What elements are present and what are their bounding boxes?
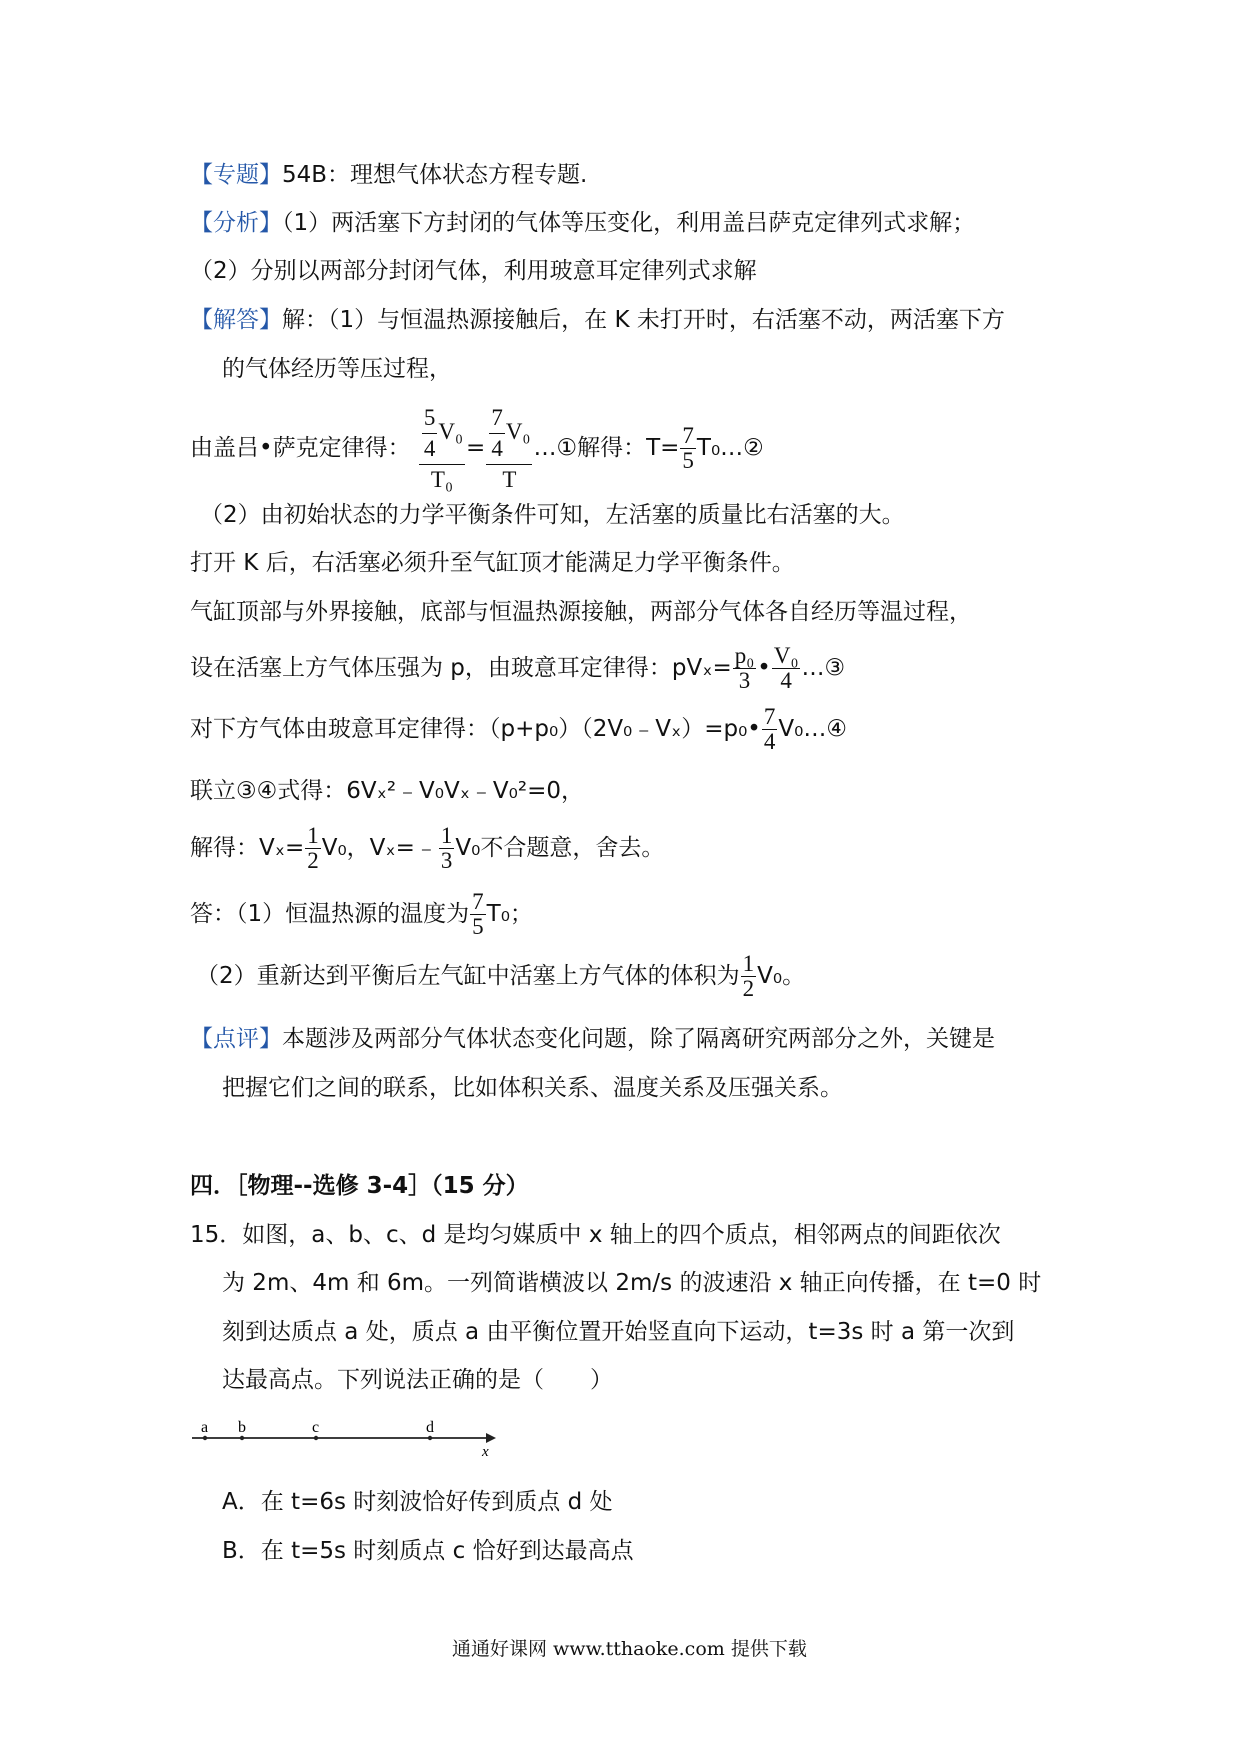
part2-line-3: 气缸顶部与外界接触，底部与恒温热源接触，两部分气体各自经历等温过程， (190, 599, 972, 625)
label-a: a (201, 1419, 209, 1436)
question-15-line-1: 15．如图，a、b、c、d 是均匀媒质中 x 轴上的四个质点，相邻两点的间距依次 (190, 1222, 1001, 1248)
point-a (203, 1436, 207, 1440)
analysis-line-2: （2）分别以两部分封闭气体，利用玻意耳定律列式求解 (190, 258, 757, 284)
eq1-end: T₀…② (696, 435, 764, 461)
label-x: x (482, 1444, 489, 1458)
conclusion-2-prefix: （2）重新达到平衡后左气缸中活塞上方气体的体积为 (196, 963, 740, 989)
topic-line (190, 160, 587, 190)
v0-label-2: V₀ (505, 418, 531, 444)
section-title: 四．［物理--选修 3-4］（15 分） (190, 1173, 529, 1199)
boyle-eq4-suffix: V₀…④ (778, 716, 847, 742)
label-b: b (238, 1419, 246, 1436)
question-15-line-4: 达最高点。下列说法正确的是（ ） (222, 1367, 613, 1393)
analysis-line (190, 208, 975, 238)
law-prefix: 由盖吕•萨克定律得： (190, 435, 411, 461)
fraction-5-4: $\frac{5}{4}$ (423, 404, 436, 461)
part2-line-4 (190, 636, 845, 700)
topic-tag: 【专题】 (190, 162, 282, 188)
part2-line-5 (190, 697, 847, 761)
t0-label: T₀ (430, 466, 453, 492)
conclusion-2-suffix: V₀。 (757, 963, 806, 989)
x-axis-figure (190, 1408, 510, 1458)
answer-line-1 (190, 305, 1005, 335)
fraction-p0-3: $\frac{\text{p₀}}{3}$ (734, 643, 755, 693)
part2-line-1: （2）由初始状态的力学平衡条件可知，左活塞的质量比右活塞的大。 (200, 502, 905, 528)
label-c: c (312, 1419, 320, 1436)
conclusion-1-suffix: T₀； (486, 901, 533, 927)
option-a: A．在 t=6s 时刻波恰好传到质点 d 处 (222, 1489, 613, 1515)
fraction-7-4-b: $\frac{7}{4}$ (763, 704, 776, 754)
answer-tag: 【解答】 (190, 307, 282, 333)
comment-tag: 【点评】 (190, 1026, 282, 1052)
boyle-eq4-prefix: 对下方气体由玻意耳定律得：（p+p₀）（2V₀﹣Vₓ）=p₀• (190, 716, 761, 742)
solution-b: V₀，Vₓ=﹣ (321, 835, 438, 861)
label-d: d (426, 1419, 434, 1436)
analysis-text: （1）两活塞下方封闭的气体等压变化，利用盖吕萨克定律列式求解； (282, 210, 976, 236)
equals-sign: = (466, 435, 486, 461)
footer-text: 通通好课网 www.tthaoke.com 提供下载 (452, 1638, 807, 1660)
fraction-left (419, 403, 465, 495)
fraction-right (486, 403, 532, 495)
boyle-eq3-prefix: 设在活塞上方气体压强为 p，由玻意耳定律得：pVₓ= (190, 655, 732, 681)
question-15-line-2: 为 2m、4m 和 6m。一列简谐横波以 2m/s 的波速沿 x 轴正向传播，在 t=0 时 (222, 1270, 1042, 1296)
answer-text-1: 解：（1）与恒温热源接触后，在 K 未打开时，右活塞不动，两活塞下方 (282, 307, 1005, 333)
fraction-1-2: $\frac{1}{2}$ (307, 823, 319, 873)
part2-line-2: 打开 K 后，右活塞必须升至气缸顶才能满足力学平衡条件。 (190, 550, 795, 576)
solution-a: 解得：Vₓ= (190, 835, 305, 861)
point-d (428, 1436, 432, 1440)
fraction-1-2-b: $\frac{1}{2}$ (742, 951, 755, 1001)
point-b (240, 1436, 244, 1440)
answer-conclusion-2 (196, 944, 805, 1008)
part2-line-6: 联立③④式得：6Vₓ²﹣V₀Vₓ﹣V₀²=0， (190, 778, 585, 804)
comment-text-1: 本题涉及两部分气体状态变化问题，除了隔离研究两部分之外，关键是 (282, 1026, 995, 1052)
x-axis-arrow (486, 1433, 496, 1443)
conclusion-1-prefix: 答：（1）恒温热源的温度为 (190, 901, 470, 927)
gay-lussac-equation (190, 398, 764, 498)
eq1-suffix: …①解得：T= (533, 435, 680, 461)
fraction-v0-4: $\frac{\text{V₀}}{4}$ (773, 643, 799, 693)
answer-conclusion-1 (190, 882, 533, 946)
v0-label: V₀ (438, 418, 464, 444)
dot: • (757, 655, 771, 681)
comment-line-1 (190, 1024, 995, 1054)
option-b: B．在 t=5s 时刻质点 c 恰好到达最高点 (222, 1538, 634, 1564)
fraction-7-5: $\frac{7}{5}$ (682, 423, 694, 473)
solution-c: V₀不合题意，舍去。 (455, 835, 665, 861)
question-15-line-3: 刻到达质点 a 处，质点 a 由平衡位置开始竖直向下运动，t=3s 时 a 第一次到 (222, 1319, 1015, 1345)
boyle-eq3-suffix: …③ (801, 655, 846, 681)
topic-text: 54B：理想气体状态方程专题. (282, 162, 588, 188)
fraction-1-3: $\frac{1}{3}$ (440, 823, 453, 873)
analysis-tag: 【分析】 (190, 210, 282, 236)
fraction-7-4: $\frac{7}{4}$ (491, 404, 503, 461)
comment-line-2: 把握它们之间的联系，比如体积关系、温度关系及压强关系。 (222, 1075, 843, 1101)
point-c (314, 1436, 318, 1440)
t-label: T (502, 466, 517, 492)
answer-line-2: 的气体经历等压过程， (222, 356, 452, 382)
part2-line-7 (190, 816, 664, 880)
fraction-7-5-b: $\frac{7}{5}$ (472, 889, 484, 939)
